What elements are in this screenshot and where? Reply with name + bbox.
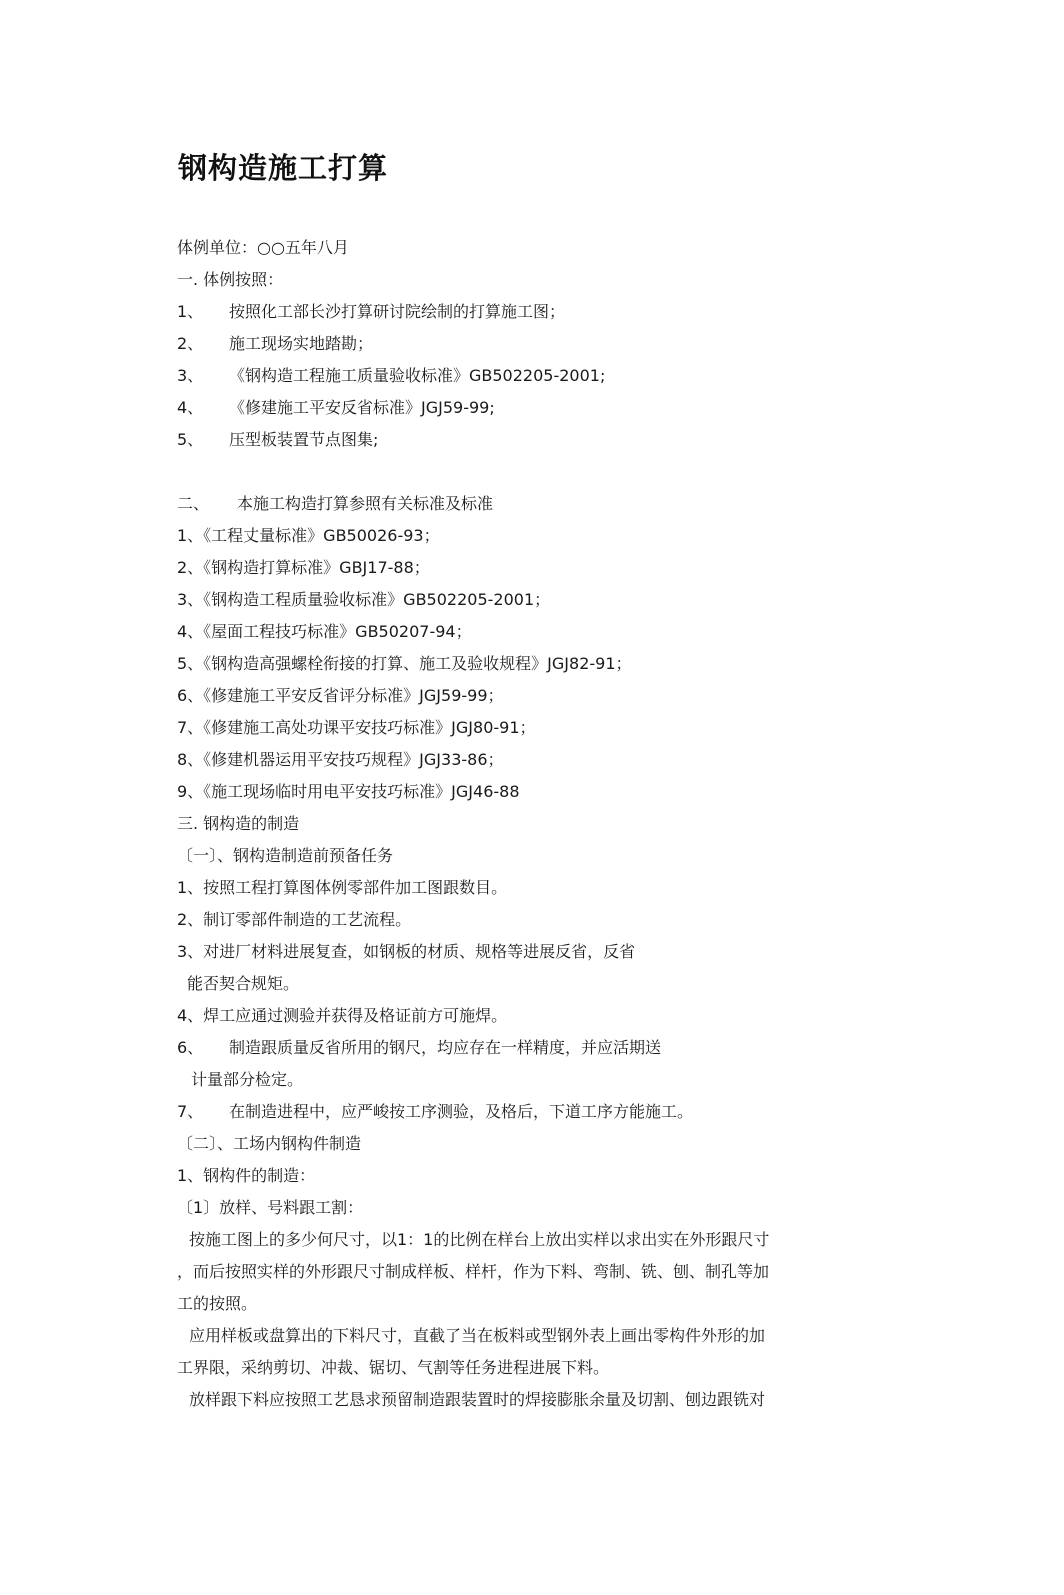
section-2-heading xyxy=(177,488,877,520)
standard-item-3: 3、《钢构造工程质量验收标准》GB502205-2001； xyxy=(177,590,551,609)
standard-item-1: 1、《工程丈量标准》GB50026-93； xyxy=(177,526,440,545)
prep-item-3: 3、对进厂材料进展复查，如钢板的材质、规格等进展反省，反省 xyxy=(177,942,636,961)
section-title: 本施工构造打算参照有关标准及标准 xyxy=(237,494,494,513)
fabrication-item-1: 1、钢构件的制造： xyxy=(177,1166,316,1185)
item-number: 5、 xyxy=(177,430,204,449)
document-title: 钢构造施工打算 xyxy=(178,151,389,185)
item-number: 6、 xyxy=(177,1038,204,1057)
item-number: 3、 xyxy=(177,366,204,385)
paragraph-2-line-1: 应用样板或盘算出的下料尺寸，直截了当在板料或型钢外表上画出零构件外形的加 xyxy=(189,1326,766,1345)
paragraph-1-line-2: ，而后按照实样的外形跟尺寸制成样板、样杆，作为下料、弯制、铣、刨、制孔等加 xyxy=(177,1262,770,1281)
section-1-item-5 xyxy=(177,424,877,456)
blank-line xyxy=(177,456,877,488)
unit-line: 体例单位：○○五年八月 xyxy=(177,238,349,257)
subsection-1-heading: 〔一〕、钢构造制造前预备任务 xyxy=(177,846,394,865)
section-1-item-4 xyxy=(177,392,877,424)
fabrication-sub-heading: 〔1〕放样、号料跟工割： xyxy=(177,1198,364,1217)
prep-item-2: 2、制订零部件制造的工艺流程。 xyxy=(177,910,412,929)
item-number: 7、 xyxy=(177,1102,204,1121)
standard-item-7: 7、《修建施工高处功课平安技巧标准》JGJ80-91； xyxy=(177,718,536,737)
item-number: 4、 xyxy=(177,398,204,417)
item-number: 2、 xyxy=(177,334,204,353)
paragraph-1-line-1: 按施工图上的多少何尺寸，以1：1的比例在样台上放出实样以求出实在外形跟尺寸 xyxy=(189,1230,770,1249)
item-text: 压型板装置节点图集; xyxy=(229,430,379,449)
prep-item-6 xyxy=(177,1032,877,1064)
item-text: 施工现场实地踏勘； xyxy=(229,334,374,353)
section-1-item-2 xyxy=(177,328,877,360)
prep-item-4: 4、焊工应通过测验并获得及格证前方可施焊。 xyxy=(177,1006,508,1025)
paragraph-3-line-1: 放样跟下料应按照工艺恳求预留制造跟装置时的焊接膨胀余量及切割、刨边跟铣对 xyxy=(189,1390,766,1409)
document-body xyxy=(177,232,877,1416)
prep-item-7 xyxy=(177,1096,877,1128)
subsection-2-heading: 〔二〕、工场内钢构件制造 xyxy=(177,1134,362,1153)
item-text: 按照化工部长沙打算研讨院绘制的打算施工图； xyxy=(229,302,566,321)
standard-item-9: 9、《施工现场临时用电平安技巧标准》JGJ46-88 xyxy=(177,782,520,801)
standard-item-5: 5、《钢构造高强螺栓衔接的打算、施工及验收规程》JGJ82-91； xyxy=(177,654,632,673)
section-1-heading: 一. 体例按照： xyxy=(177,270,284,289)
prep-item-6-continued: 计量部分检定。 xyxy=(191,1070,304,1089)
section-3-heading: 三. 钢构造的制造 xyxy=(177,814,300,833)
standard-item-4: 4、《屋面工程技巧标准》GB50207-94； xyxy=(177,622,472,641)
item-text: 《钢构造工程施工质量验收标准》GB502205-2001; xyxy=(229,366,606,385)
prep-item-3-continued: 能否契合规矩。 xyxy=(187,974,300,993)
standard-item-2: 2、《钢构造打算标准》GBJ17-88； xyxy=(177,558,430,577)
item-text: 在制造进程中，应严峻按工序测验，及格后，下道工序方能施工。 xyxy=(229,1102,694,1121)
standard-item-6: 6、《修建施工平安反省评分标准》JGJ59-99； xyxy=(177,686,504,705)
section-number: 二、 xyxy=(177,494,210,513)
item-text: 制造跟质量反省所用的钢尺，均应存在一样精度，并应活期送 xyxy=(229,1038,662,1057)
section-1-item-1 xyxy=(177,296,877,328)
paragraph-1-line-3: 工的按照。 xyxy=(177,1294,258,1313)
section-1-item-3 xyxy=(177,360,877,392)
prep-item-1: 1、按照工程打算图体例零部件加工图跟数目。 xyxy=(177,878,508,897)
item-text: 《修建施工平安反省标准》JGJ59-99; xyxy=(229,398,495,417)
standard-item-8: 8、《修建机器运用平安技巧规程》JGJ33-86； xyxy=(177,750,504,769)
paragraph-2-line-2: 工界限，采纳剪切、冲裁、锯切、气割等任务进程进展下料。 xyxy=(177,1358,610,1377)
item-number: 1、 xyxy=(177,302,204,321)
